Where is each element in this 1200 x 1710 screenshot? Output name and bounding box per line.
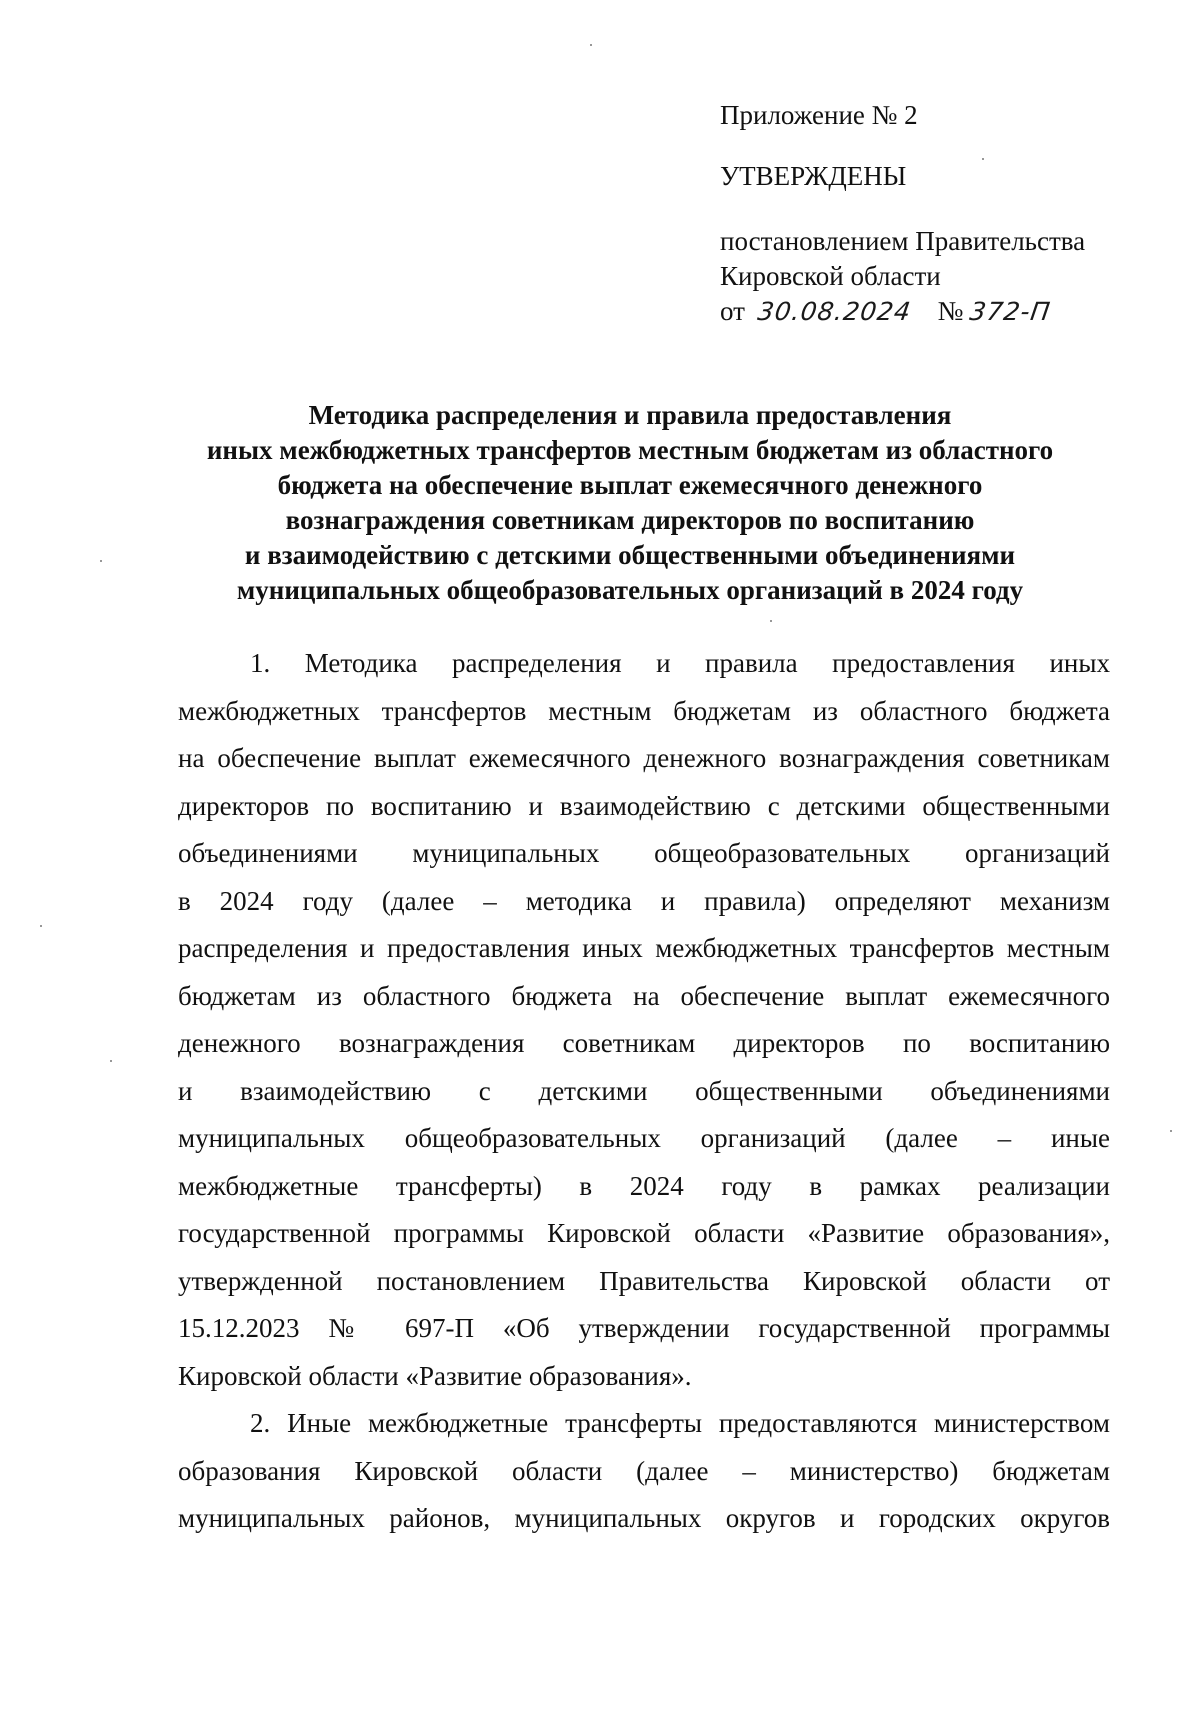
paragraph-line: денежного вознаграждения советникам директоров по воспитанию xyxy=(178,1028,1110,1058)
paragraph-line: муниципальных районов, муниципальных округов и городских округов xyxy=(178,1503,1110,1533)
paragraph-1 xyxy=(178,640,1110,1400)
paragraph-line: межбюджетные трансферты) в 2024 году в рамках реализации xyxy=(178,1170,1110,1201)
appendix-label: Приложение № 2 xyxy=(720,100,918,130)
scan-speck xyxy=(590,44,592,46)
paragraph-line: 1. Методика распределения и правила предоставления иных xyxy=(250,648,1110,678)
scan-speck xyxy=(1170,1130,1172,1132)
title-line: бюджета на обеспечение выплат ежемесячного денежного xyxy=(277,470,983,500)
title-line: Методика распределения и правила предоставления xyxy=(308,400,952,430)
document-title xyxy=(180,398,1080,608)
document-body xyxy=(178,640,1110,1543)
paragraph-line: распределения и предоставления иных межбюджетных трансфертов местным xyxy=(178,933,1110,963)
paragraph-line: бюджетам из областного бюджета на обеспечение выплат ежемесячного xyxy=(178,980,1110,1011)
decree-date-number-line xyxy=(720,294,1160,329)
approval-stamp-block xyxy=(720,98,1160,329)
decree-line-2: Кировской области xyxy=(720,261,941,291)
paragraph-line: утвержденной постановлением Правительства Кировской области от xyxy=(178,1265,1110,1296)
paragraph-line: Кировской области «Развитие образования». xyxy=(178,1360,692,1391)
decree-line-1: постановлением Правительства xyxy=(720,226,1086,256)
paragraph-line: образования Кировской области (далее – министерство) бюджетам xyxy=(178,1455,1110,1486)
date-prefix: от xyxy=(720,296,745,326)
paragraph-line: муниципальных общеобразовательных организаций (далее – иные xyxy=(178,1123,1110,1153)
scan-speck xyxy=(982,158,984,160)
handwritten-number: 372-П xyxy=(968,297,1053,326)
title-line: и взаимодействию с детскими общественными объединениями xyxy=(244,540,1016,570)
title-line: иных межбюджетных трансфертов местным бюджетам из областного xyxy=(206,435,1054,465)
title-line: муниципальных общеобразовательных организаций в 2024 году xyxy=(236,575,1024,605)
paragraph-line: 15.12.2023 № 697-П «Об утверждении государственной программы xyxy=(178,1313,1110,1343)
paragraph-line: объединениями муниципальных общеобразовательных организаций xyxy=(178,838,1110,868)
title-line: вознаграждения советникам директоров по воспитанию xyxy=(285,505,975,535)
scan-speck xyxy=(110,1060,112,1062)
scan-speck xyxy=(770,620,772,622)
number-prefix: № xyxy=(937,296,964,326)
paragraph-line: государственной программы Кировской области «Развитие образования», xyxy=(178,1218,1110,1248)
approved-label: УТВЕРЖДЕНЫ xyxy=(720,161,907,191)
paragraph-line: в 2024 году (далее – методика и правила) определяют механизм xyxy=(178,885,1110,916)
handwritten-date: 30.08.2024 xyxy=(755,297,913,326)
paragraph-line: 2. Иные межбюджетные трансферты предоставляются министерством xyxy=(250,1408,1110,1438)
paragraph-line: на обеспечение выплат ежемесячного денежного вознаграждения советникам xyxy=(178,743,1110,773)
scan-speck xyxy=(40,925,42,927)
paragraph-line: и взаимодействию с детскими общественными объединениями xyxy=(178,1075,1110,1106)
paragraph-line: директоров по воспитанию и взаимодействию с детскими общественными xyxy=(178,790,1110,821)
scan-speck xyxy=(100,560,102,562)
paragraph-line: межбюджетных трансфертов местным бюджетам из областного бюджета xyxy=(178,695,1110,726)
paragraph-2 xyxy=(178,1400,1110,1543)
